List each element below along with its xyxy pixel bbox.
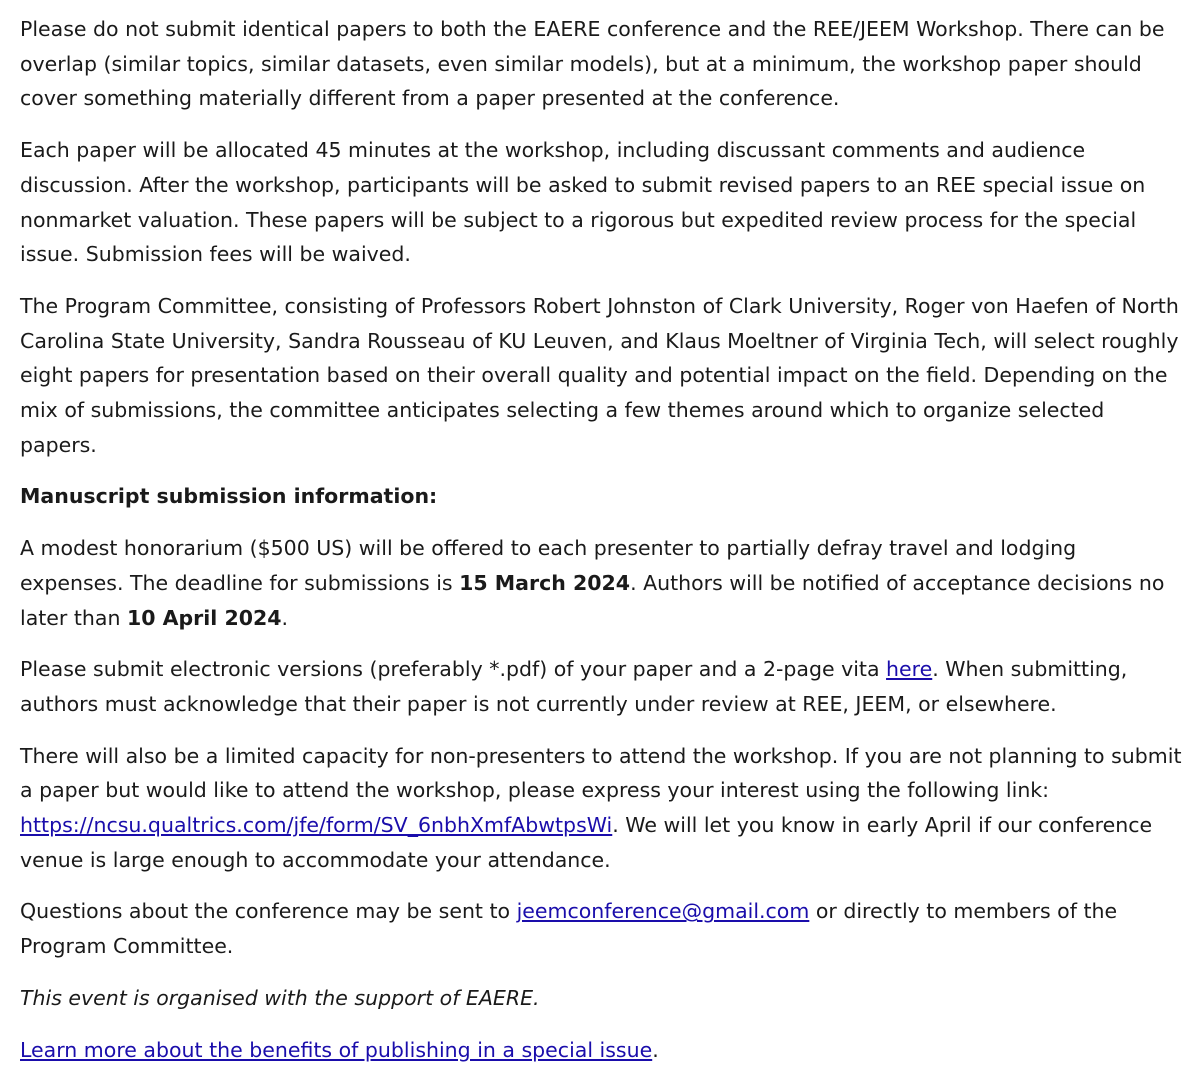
- honorarium-text: A modest honorarium ($500 US) will be offered to each presenter to partially defray travel and lodging expenses. The deadline for submissions is: [20, 536, 1077, 595]
- honorarium-text-2: . Authors will be notified of acceptance decisions no later than: [20, 570, 1165, 630]
- questions-text: Questions about the conference may be sent to: [20, 899, 517, 924]
- contact-email-link[interactable]: jeemconference@gmail.com: [516, 899, 810, 924]
- honorarium-text-3: .: [281, 605, 289, 630]
- learn-more-special-issue-link[interactable]: Learn more about the benefits of publishing in a special issue: [20, 1037, 653, 1062]
- notification-date: 10 April 2024: [126, 605, 282, 630]
- article-body: [20, 12, 1182, 1084]
- section-heading-manuscript: Manuscript submission information:: [20, 484, 438, 509]
- eaere-support-note: This event is organised with the support of EAERE.: [20, 985, 540, 1010]
- paragraph-attendance: [20, 739, 1182, 878]
- submission-here-link[interactable]: here: [886, 657, 933, 682]
- paragraph-honorarium: [20, 531, 1182, 635]
- paragraph-program-committee: The Program Committee, consisting of Professors Robert Johnston of Clark University, Roger von Haefen of North Carolina State University, Sandra Rousseau of KU Leuven, and Klaus Moeltner of Virginia Tech, will select roughly eight papers for presentation based on their overall quality and potential impact on the field. Depending on the mix of submissions, the committee anticipates selecting a few themes around which to organize selected papers.: [20, 293, 1179, 457]
- attendance-text-2: . We will let you know in early April if our conference venue is large enough to accommodate your attendance.: [20, 813, 1153, 872]
- paragraph-questions: [20, 894, 1182, 963]
- paragraph-learn-more: [20, 1033, 1182, 1068]
- qualtrics-form-link[interactable]: https://ncsu.qualtrics.com/jfe/form/SV_6nbhXmfAbwtpsWi: [20, 813, 613, 838]
- submit-text: Please submit electronic versions (preferably *.pdf) of your paper and a 2-page vita: [20, 657, 887, 682]
- submission-deadline: 15 March 2024: [459, 570, 631, 595]
- submit-text-2: . When submitting, authors must acknowledge that their paper is not currently under review at REE, JEEM, or elsewhere.: [20, 657, 1128, 716]
- paragraph-allocation: Each paper will be allocated 45 minutes at the workshop, including discussant comments and audience discussion. After the workshop, participants will be asked to submit revised papers to an REE special issue on nonmarket valuation. These papers will be subject to a rigorous but expedited review process for the special issue. Submission fees will be waived.: [20, 138, 1146, 267]
- paragraph-identical-papers: Please do not submit identical papers to both the EAERE conference and the REE/JEEM Workshop. There can be overlap (similar topics, similar datasets, even similar models), but at a minimum, the workshop paper should cover something materially different from a paper presented at the conference.: [20, 17, 1165, 111]
- attendance-text: There will also be a limited capacity for non-presenters to attend the workshop. If you are not planning to submit a paper but would like to attend the workshop, please express your interest using the following link:: [20, 743, 1182, 803]
- paragraph-submit-versions: [20, 652, 1182, 721]
- questions-text-2: or directly to members of the Program Committee.: [20, 899, 1118, 959]
- learn-more-period: .: [652, 1037, 659, 1062]
